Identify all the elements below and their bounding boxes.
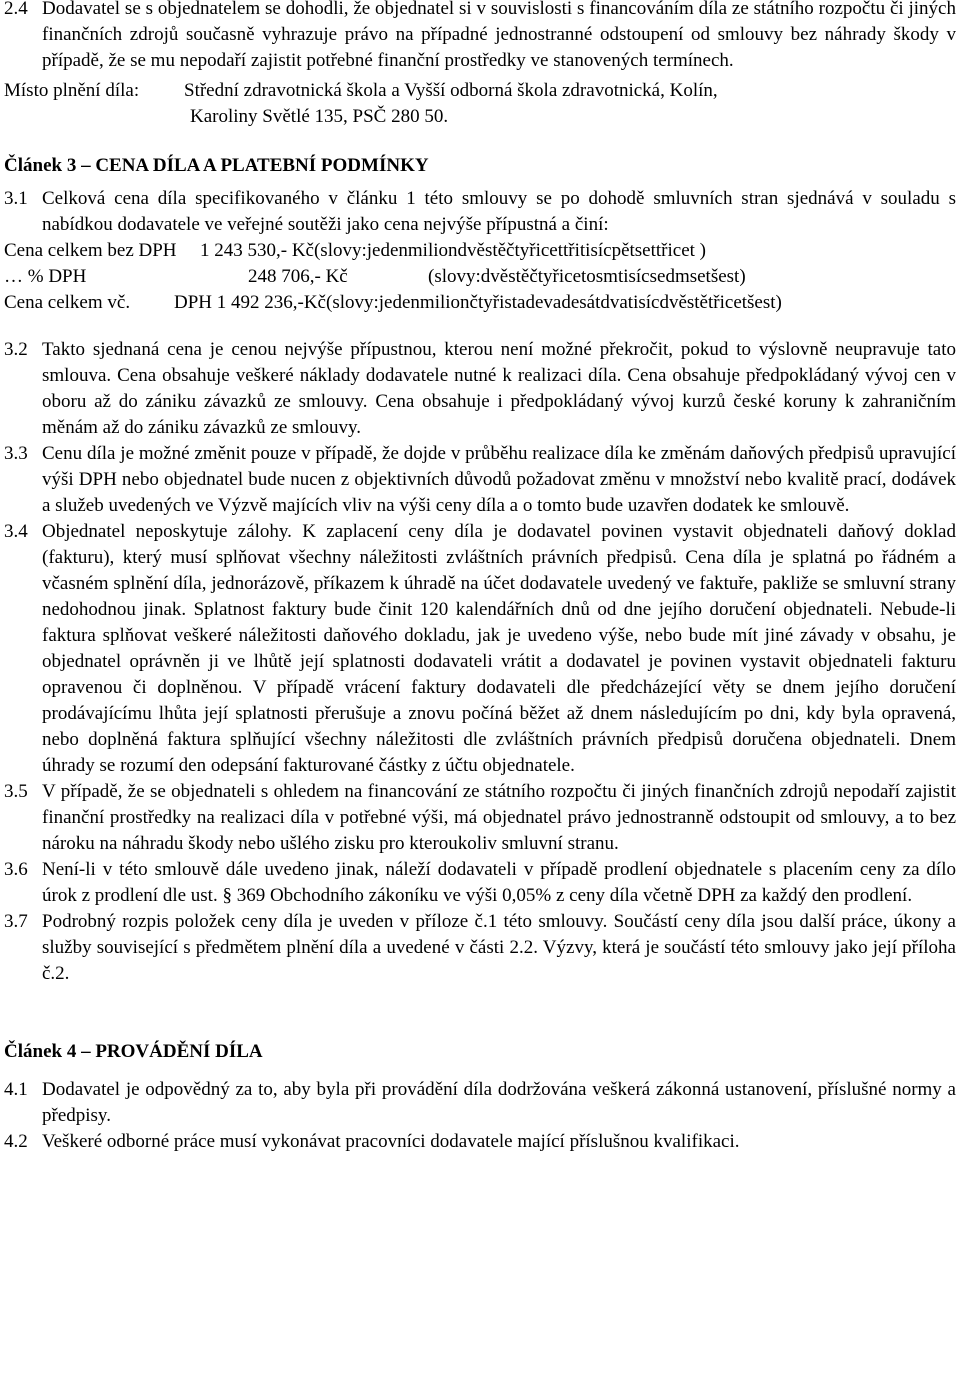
price-value: DPH 1 492 236,-Kč(slovy:jedenmiliončtyřistadevadesátdvatisícdvěstětřicetšest) [174,292,782,313]
paragraph-text: Podrobný rozpis položek ceny díla je uveden v příloze č.1 této smlouvy. Součástí ceny díla jsou další práce, úkony a služby související s předmětem plnění díla a uvedené v části 2.2. Výzvy, která je součástí této smlouvy jako její příloha č.2. [42,911,956,984]
paragraph-3-4 [4,519,956,779]
price-row-without-vat [4,238,956,264]
paragraph-text: Cenu díla je možné změnit pouze v případě, že dojde v průběhu realizace díla ke změnám daňových předpisů upravující výši DPH nebo objednatel bude nucen z objektivních důvodů požadovat změnu v množství nebo kvalitě prací, dodávek a služeb uvedených ve Výzvě majících vliv na výši ceny díla a o tomto bude uzavřen dodatek ke smlouvě. [42,443,956,516]
paragraph-3-2 [4,337,956,441]
paragraph-3-1 [4,186,956,238]
place-label: Místo plnění díla: [4,80,140,101]
paragraph-number: 3.2 [4,339,28,360]
price-value: 1 243 530,- Kč(slovy:jedenmiliondvěstěčtyřicettřitisícpětsettřicet ) [200,240,706,261]
paragraph-text: Celková cena díla specifikovaného v článku 1 této smlouvy se po dohodě smluvních stran sjednává v souladu s nabídkou dodavatele ve veřejné soutěži jako cena nejvýše přípustná a činí: [42,188,956,235]
price-label: Cena celkem bez DPH [4,240,177,261]
price-label: Cena celkem vč. [4,292,131,313]
place-line-2: Karoliny Světlé 135, PSČ 280 50. [190,106,449,127]
paragraph-4-2 [4,1129,956,1155]
paragraph-text: Takto sjednaná cena je cenou nejvýše přípustnou, kterou není možné překročit, pokud to výslovně neupravuje tato smlouva. Cena obsahuje veškeré náklady dodavatele nutné k realizaci díla. Cena obsahuje předpokládaný vývoj cen v oboru až do zániku závazků ze smlouvy. Cena obsahuje i předpokládaný vývoj kurzů české koruny k zahraničním měnám až do zániku závazků ze smlouvy. [42,339,956,438]
paragraph-number: 3.3 [4,443,28,464]
article-4-heading: Článek 4 – PROVÁDĚNÍ DÍLA [4,1041,263,1062]
paragraph-number: 3.5 [4,781,28,802]
paragraph-3-6 [4,857,956,909]
paragraph-text: Objednatel neposkytuje zálohy. K zaplacení ceny díla je dodavatel povinen vystavit objednateli daňový doklad (fakturu), který musí splňovat všechny náležitosti zvláštních právních předpisů. Cena díla je splatná po řádném a včasném splnění díla, jednorázově, příkazem k úhradě na účet dodavatele uvedený ve faktuře, pakliže se smluvní strany nedohodnou jinak. Splatnost faktury bude činit 120 kalendářních dnů od dne jejího doručení objednateli. Nebude-li faktura splňovat veškeré náležitosti daňového dokladu, jak je uvedeno výše, nebo bude mít jiné závady v obsahu, je objednatel oprávněn ji ve lhůtě její splatnosti dodavateli vrátit a dodavatel je povinen vystavit objednateli fakturu opravenou či doplněnou. V případě vrácení faktury dodavateli dle předcházející věty se dnem jejího doručení prodávajícímu lhůta její splatnosti přerušuje a znovu počíná běžet až dnem následujícím po dni, kdy byla opravená, nebo doplněná faktura splňující všechny náležitosti dle zvláštních právních předpisů doručena objednateli. Dnem úhrady se rozumí den odepsání fakturované částky z účtu objednatele. [42,521,956,776]
paragraph-number: 3.6 [4,859,28,880]
paragraph-number: 3.1 [4,188,28,209]
document-page [4,0,956,1155]
paragraph-number: 4.1 [4,1079,28,1100]
price-label: … % DPH [4,266,87,287]
price-words: (slovy:dvěstěčtyřicetosmtisícsedmsetšest) [428,266,746,287]
paragraph-text: Dodavatel je odpovědný za to, aby byla při provádění díla dodržována veškerá zákonná ustanovení, příslušné normy a předpisy. [42,1079,956,1126]
paragraph-4-1 [4,1077,956,1129]
article-3-heading: Článek 3 – CENA DÍLA A PLATEBNÍ PODMÍNKY [4,155,429,176]
paragraph-text: Není-li v této smlouvě dále uvedeno jinak, náleží dodavateli v případě prodlení objednatele s placením ceny za dílo úrok z prodlení dle ust. § 369 Obchodního zákoníku ve výši 0,05% z ceny díla včetně DPH za každý den prodlení. [42,859,956,906]
paragraph-number: 3.4 [4,521,28,542]
paragraph-text: V případě, že se objednateli s ohledem na financování ze státního rozpočtu či jiných finančních zdrojů nepodaří zajistit finanční prostředky na realizaci díla v potřebné výši, má objednatel právo jednostranně odstoupit od smlouvy, a to bez nároku na náhradu škody nebo ušlého zisku pro kteroukoliv smluvní stranu. [42,781,956,854]
place-line-1: Střední zdravotnická škola a Vyšší odborná škola zdravotnická, Kolín, [184,80,718,101]
paragraph-2-4 [4,0,956,74]
paragraph-text: Veškeré odborné práce musí vykonávat pracovníci dodavatele mající příslušnou kvalifikaci. [42,1131,740,1152]
paragraph-number: 4.2 [4,1131,28,1152]
paragraph-text: Dodavatel se s objednatelem se dohodli, že objednatel si v souvislosti s financováním díla ze státního rozpočtu či jiných finančních zdrojů současně vyhrazuje právo na případné jednostranné odstoupení od smlouvy bez náhrady škody v případě, že se mu nepodaří zajistit potřebné finanční prostředky ve stanovených termínech. [42,0,956,71]
paragraph-3-3 [4,441,956,519]
place-of-performance [4,78,956,130]
price-row-with-vat [4,290,956,316]
paragraph-3-5 [4,779,956,857]
paragraph-number: 2.4 [4,0,28,19]
paragraph-number: 3.7 [4,911,28,932]
paragraph-3-7 [4,909,956,987]
price-value: 248 706,- Kč [248,266,348,287]
price-row-vat [4,264,956,290]
